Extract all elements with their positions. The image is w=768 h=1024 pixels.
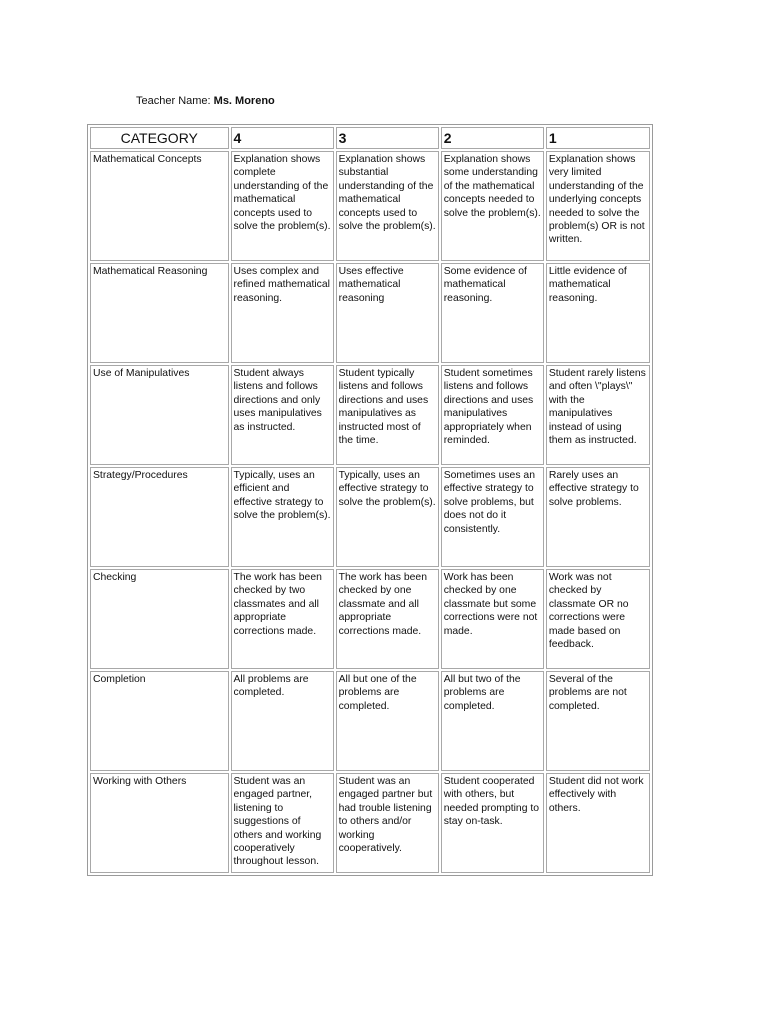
score-3-cell: Explanation shows substantial understanding of the mathematical concepts used to solve the problem(s). bbox=[336, 151, 439, 261]
score-3-cell: All but one of the problems are completed. bbox=[336, 671, 439, 771]
category-cell: Use of Manipulatives bbox=[90, 365, 229, 465]
teacher-label: Teacher Name: bbox=[136, 95, 211, 107]
score-4-cell: Typically, uses an efficient and effective strategy to solve the problem(s). bbox=[231, 467, 334, 567]
score-2-cell: All but two of the problems are completed. bbox=[441, 671, 544, 771]
table-row bbox=[90, 467, 650, 567]
score-2-cell: Sometimes uses an effective strategy to solve problems, but does not do it consistently. bbox=[441, 467, 544, 567]
score-3-cell: Typically, uses an effective strategy to solve the problem(s). bbox=[336, 467, 439, 567]
score-1-cell: Rarely uses an effective strategy to solve problems. bbox=[546, 467, 650, 567]
score-2-cell: Student sometimes listens and follows directions and uses manipulatives appropriately when reminded. bbox=[441, 365, 544, 465]
header-score-2: 2 bbox=[441, 127, 544, 149]
score-4-cell: All problems are completed. bbox=[231, 671, 334, 771]
score-4-cell: Student always listens and follows directions and only uses manipulatives as instructed. bbox=[231, 365, 334, 465]
score-4-cell: Student was an engaged partner, listening to suggestions of others and working cooperatively throughout lesson. bbox=[231, 773, 334, 873]
score-4-cell: Explanation shows complete understanding of the mathematical concepts used to solve the problem(s). bbox=[231, 151, 334, 261]
table-row bbox=[90, 365, 650, 465]
header-row bbox=[90, 127, 650, 149]
category-cell: Checking bbox=[90, 569, 229, 669]
header-score-3: 3 bbox=[336, 127, 439, 149]
score-3-cell: Student was an engaged partner but had trouble listening to others and/or working cooperatively. bbox=[336, 773, 439, 873]
score-1-cell: Little evidence of mathematical reasoning. bbox=[546, 263, 650, 363]
score-1-cell: Work was not checked by classmate OR no corrections were made based on feedback. bbox=[546, 569, 650, 669]
score-1-cell: Explanation shows very limited understanding of the underlying concepts needed to solve the problem(s) OR is not written. bbox=[546, 151, 650, 261]
teacher-name: Ms. Moreno bbox=[213, 95, 275, 107]
teacher-line bbox=[136, 95, 275, 107]
score-3-cell: Student typically listens and follows directions and uses manipulatives as instructed most of the time. bbox=[336, 365, 439, 465]
score-1-cell: Student rarely listens and often \"plays\" with the manipulatives instead of using them as instructed. bbox=[546, 365, 650, 465]
table-row bbox=[90, 773, 650, 873]
score-4-cell: Uses complex and refined mathematical reasoning. bbox=[231, 263, 334, 363]
header-score-1: 1 bbox=[546, 127, 650, 149]
score-4-cell: The work has been checked by two classmates and all appropriate corrections made. bbox=[231, 569, 334, 669]
category-cell: Mathematical Concepts bbox=[90, 151, 229, 261]
category-cell: Strategy/Procedures bbox=[90, 467, 229, 567]
score-1-cell: Several of the problems are not completed. bbox=[546, 671, 650, 771]
score-2-cell: Some evidence of mathematical reasoning. bbox=[441, 263, 544, 363]
header-score-4: 4 bbox=[231, 127, 334, 149]
table-row bbox=[90, 151, 650, 261]
table-row bbox=[90, 671, 650, 771]
score-3-cell: The work has been checked by one classmate and all appropriate corrections made. bbox=[336, 569, 439, 669]
table-row bbox=[90, 263, 650, 363]
score-1-cell: Student did not work effectively with others. bbox=[546, 773, 650, 873]
score-3-cell: Uses effective mathematical reasoning bbox=[336, 263, 439, 363]
header-category: CATEGORY bbox=[90, 127, 229, 149]
category-cell: Mathematical Reasoning bbox=[90, 263, 229, 363]
score-2-cell: Explanation shows some understanding of the mathematical concepts needed to solve the problem(s). bbox=[441, 151, 544, 261]
score-2-cell: Student cooperated with others, but needed prompting to stay on-task. bbox=[441, 773, 544, 873]
score-2-cell: Work has been checked by one classmate but some corrections were not made. bbox=[441, 569, 544, 669]
table-row bbox=[90, 569, 650, 669]
category-cell: Working with Others bbox=[90, 773, 229, 873]
rubric-table bbox=[87, 124, 653, 876]
category-cell: Completion bbox=[90, 671, 229, 771]
